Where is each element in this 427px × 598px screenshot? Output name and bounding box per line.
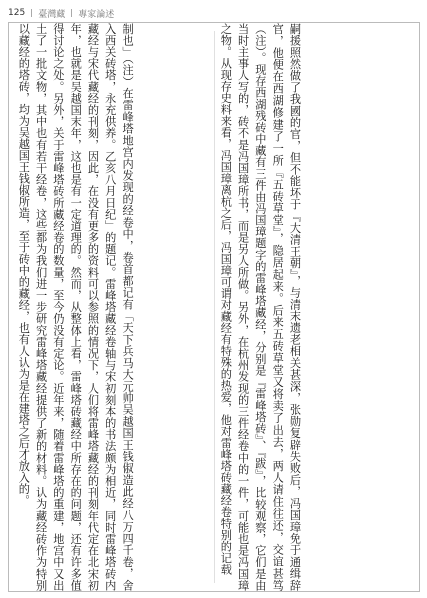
right-column-text: 嗣援照然做了我國的官，但不能坏于『大清王朝』，与清末遗老相关甚深，张勋复辟失败后，冯国璋免于通缉辞官，他便在西湖修建了一所『五砖草堂』，隐居起来。后来五砖草堂又将卖了出去，两人请住往还，交谊甚笃（注）。现存西湖残砖中藏有三件由冯国璋题字的雷峰塔藏经，分别是『雷峰塔砖』、『跋』，比较观察，它们是由当时主事人写的，砖不是冯国璋所书，而是另人所做。另外，在杭州发现的三件经卷中的一件，可能也是冯国璋之物。从现存史料来看，冯国璋离杭之后，冯国璋可谓对藏经有特殊的热爱，他对雷峰塔砖藏经卷特别的记载 xyxy=(219,23,302,591)
section-title: 專家論述 xyxy=(78,9,115,20)
page-body xyxy=(8,22,420,592)
page-header xyxy=(8,2,419,24)
right-text-column xyxy=(217,23,413,591)
page-number: 125 xyxy=(8,8,26,18)
left-text-column xyxy=(15,23,211,591)
column-divider xyxy=(214,31,215,583)
header-divider xyxy=(31,9,32,17)
book-title: 臺灣藏 xyxy=(38,9,66,20)
header-divider xyxy=(71,9,72,17)
left-column-text: 制也」（注）在雷峰塔地宫内发现的经卷中，卷首都记有「天下兵马大元帅吴越国王钱俶造此经八万四千卷，舍入西关砖塔，永充供养。乙亥八月日纪」的题记。雷峰塔藏经卷轴与宋初刻本的书法颇为相近，同时雷峰塔砖内藏经与宋代藏经的刊刻，因此，在没有更多的资料可以参照的情况下，人们将雷峰塔藏经的刊刻年代定在北宋初年，也就是吴越国末年，这也是有一定道理的。然而，从整体上看，雷峰塔砖藏经中所存在的问题，还有许多值得讨论之处。另外，关于雷峰塔砖所藏经卷的数量，至今仍没有定论。近年来，随着雷峰塔的重建，地宫中又出土了一批文物，其中也有若干经卷，这些都为我们进一步研究雷峰塔藏经提供了新的材料。认为藏经砖作为特别以藏经的塔砖，均为吴越国王钱俶所造，至于砖中的藏经，也有人认为是在建塔之后才放入的。 xyxy=(17,23,135,591)
